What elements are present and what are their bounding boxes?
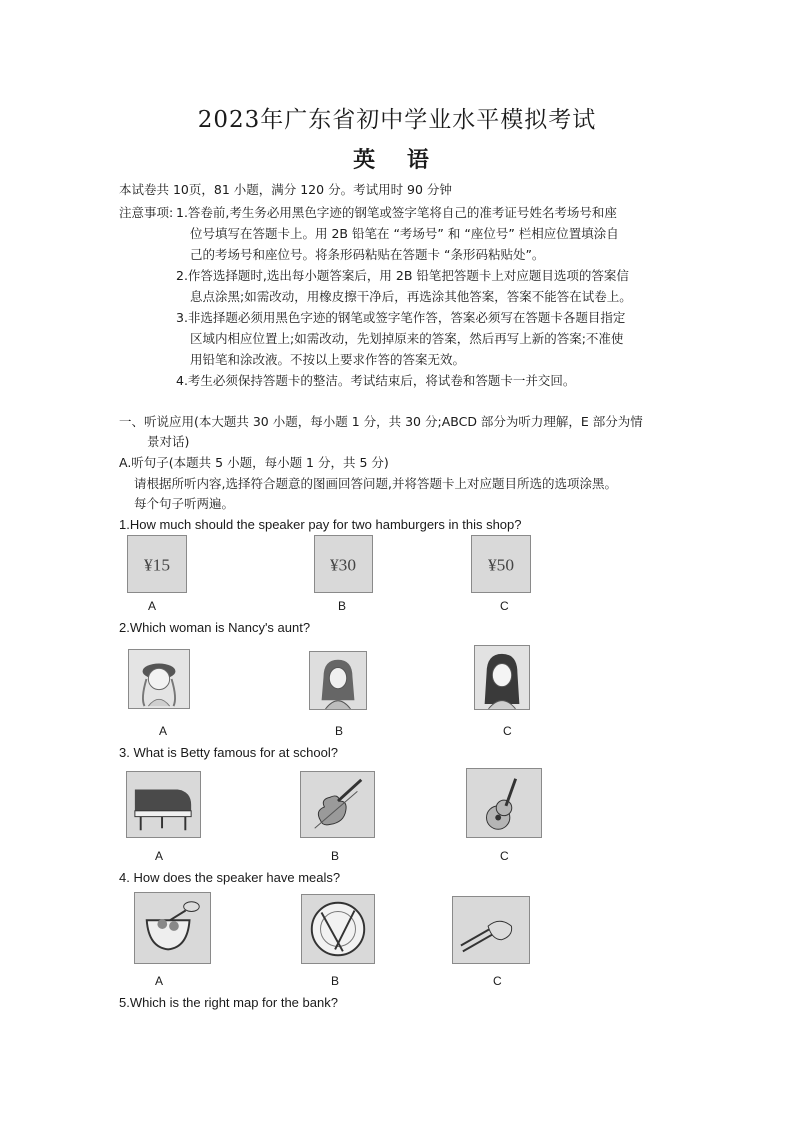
- note-3-line-2: 区域内相应位置上;如需改动，先划掉原来的答案，然后再写上新的答案;不准使: [190, 331, 624, 346]
- price-label-a: ¥15: [143, 555, 171, 575]
- q4-option-b: B: [331, 974, 340, 988]
- question-3: 3. What is Betty famous for at school?: [119, 745, 338, 760]
- question-5: 5.Which is the right map for the bank?: [119, 995, 338, 1010]
- q3-option-b: B: [331, 849, 340, 863]
- note-1-line-1: 1.答卷前,考生务必用黑色字迹的钢笔或签字笔将自己的准考证号姓名考场号和座: [176, 205, 617, 220]
- q3-option-c: C: [500, 849, 509, 863]
- question-4: 4. How does the speaker have meals?: [119, 870, 341, 885]
- q3-option-a: A: [155, 849, 164, 863]
- part-a-title: A.听句子(本题共 5 小题，每小题 1 分，共 5 分): [119, 455, 389, 470]
- price-image-b: [314, 535, 373, 593]
- subject-title: 英 语: [353, 147, 441, 173]
- note-4-line-1: 4.考生必须保持答题卡的整洁。考试结束后，将试卷和答题卡一并交回。: [176, 373, 576, 388]
- violin-image: [300, 771, 375, 838]
- note-3-line-1: 3.非选择题必须用黑色字迹的钢笔或签字笔作答，答案必须写在答题卡各题目指定: [176, 310, 626, 325]
- price-label-c: ¥50: [487, 555, 515, 575]
- q2-option-b: B: [335, 724, 344, 738]
- exam-info: 本试卷共 10页，81 小题，满分 120 分。考试用时 90 分钟: [119, 182, 452, 197]
- question-1: 1.How much should the speaker pay for two hamburgers in this shop?: [119, 517, 522, 532]
- piano-image: [126, 771, 201, 838]
- note-2-line-1: 2.作答选择题时,选出每小题答案后，用 2B 铅笔把答题卡上对应题目选项的答案信: [176, 268, 629, 283]
- note-1-line-3: 己的考场号和座位号。将条形码粘贴在答题卡 “条形码粘贴处”。: [190, 247, 545, 262]
- chopsticks-image: [452, 896, 530, 964]
- part-a-instruction-cont: 每个句子听两遍。: [134, 496, 235, 511]
- part-a-instruction: 请根据所听内容,选择符合题意的图画回答问题,并将答题卡上对应题目所选的选项涂黑。: [134, 476, 617, 491]
- bowl-spoon-image: [134, 892, 211, 964]
- price-image-c: [471, 535, 531, 593]
- q4-option-c: C: [493, 974, 502, 988]
- knife-fork-plate-image: [301, 894, 375, 964]
- q2-option-c: C: [503, 724, 512, 738]
- section-1-heading-cont: 景对话): [147, 434, 190, 449]
- q1-option-a: A: [148, 599, 157, 613]
- guitar-image: [466, 768, 542, 838]
- q1-option-b: B: [338, 599, 347, 613]
- question-2: 2.Which woman is Nancy's aunt?: [119, 620, 311, 635]
- price-label-b: ¥30: [329, 555, 357, 575]
- woman-long-hair-image: [309, 651, 367, 710]
- woman-with-hat-image: [128, 649, 190, 709]
- section-1-heading: 一、听说应用(本大题共 30 小题，每小题 1 分，共 30 分;ABCD 部分为听力理解，E 部分为情: [119, 414, 643, 429]
- q2-option-a: A: [159, 724, 168, 738]
- q1-option-c: C: [500, 599, 509, 613]
- note-1-line-2: 位号填写在答题卡上。用 2B 铅笔在 “考场号” 和 “座位号” 栏相应位置填涂自: [190, 226, 619, 241]
- note-2-line-2: 息点涂黑;如需改动，用橡皮擦干净后，再选涂其他答案，答案不能答在试卷上。: [190, 289, 632, 304]
- young-woman-image: [474, 645, 530, 710]
- q4-option-a: A: [155, 974, 164, 988]
- exam-title: 2023年广东省初中学业水平模拟考试: [197, 107, 597, 133]
- price-image-a: [127, 535, 187, 593]
- notes-label: 注意事项:: [119, 205, 174, 220]
- note-3-line-3: 用铅笔和涂改液。不按以上要求作答的答案无效。: [190, 352, 466, 367]
